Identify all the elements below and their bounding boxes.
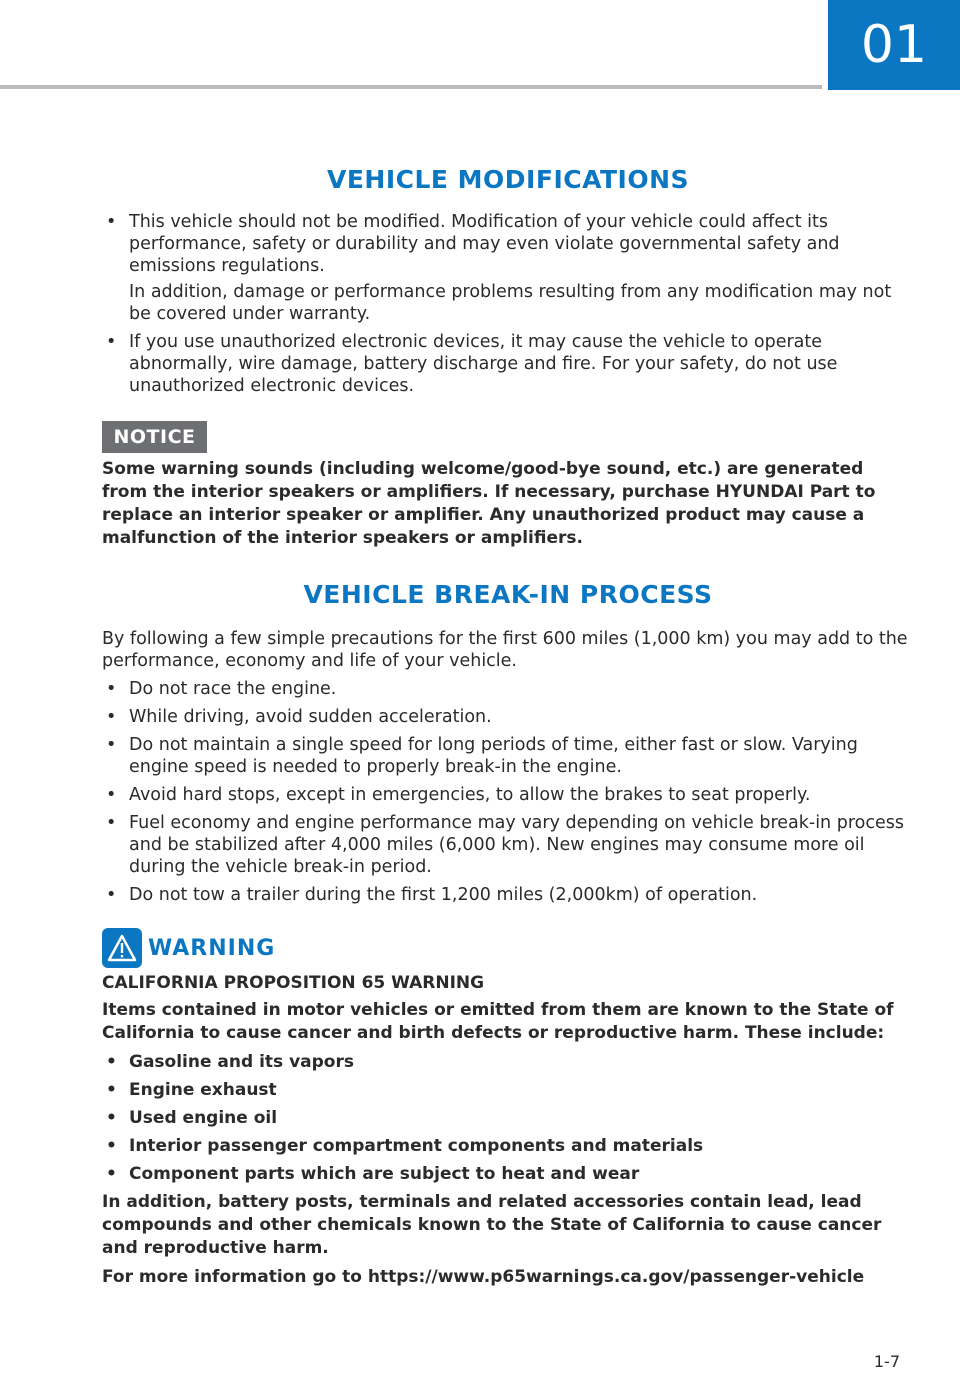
break-in-list	[102, 678, 914, 906]
break-in-block	[102, 628, 914, 912]
list-item: • Gasoline and its vapors	[102, 1051, 914, 1074]
modifications-block	[102, 211, 914, 403]
list-item: • Engine exhaust	[102, 1079, 914, 1102]
notice-text: Some warning sounds (including welcome/good-bye sound, etc.) are generated from the interior speakers or amplifiers. If necessary, purchase HYUNDAI Part to replace an interior speaker or amplifier. Any unauthorized product may cause a malfunction of the interior speakers or amplifiers.	[102, 459, 876, 548]
list-item: • Do not tow a trailer during the first 1,200 miles (2,000km) of operation.	[102, 884, 914, 906]
list-item: • Do not maintain a single speed for long periods of time, either fast or slow. Varying engine speed is needed to properly break-in the engine.	[102, 734, 914, 778]
list-item: • Avoid hard stops, except in emergencies, to allow the brakes to seat properly.	[102, 784, 914, 806]
notice-block	[102, 458, 914, 550]
section-title-vehicle-modifications: VEHICLE MODIFICATIONS	[326, 165, 690, 194]
modifications-list	[102, 211, 914, 397]
list-item	[102, 211, 914, 325]
warning-body	[102, 972, 914, 1289]
list-item-text: This vehicle should not be modified. Modification of your vehicle could affect its performance, safety or durability and may even violate governmental safety and emissions regulations.	[129, 212, 840, 276]
warning-triangle-icon	[102, 928, 142, 968]
list-item: • Used engine oil	[102, 1107, 914, 1130]
warning-more-info: For more information go to https://www.p65warnings.ca.gov/passenger-vehicle	[102, 1267, 865, 1287]
warning-header	[102, 928, 275, 968]
notice-badge: NOTICE	[102, 421, 207, 453]
list-item: • Do not race the engine.	[102, 678, 914, 700]
list-item	[102, 331, 914, 397]
page-number: 1-7	[873, 1352, 900, 1371]
warning-outro: In addition, battery posts, terminals and related accessories contain lead, lead compounds and other chemicals known to the State of California to cause cancer and reproductive harm.	[102, 1192, 882, 1258]
warning-heading: CALIFORNIA PROPOSITION 65 WARNING	[102, 973, 485, 993]
break-in-intro: By following a few simple precautions for the first 600 miles (1,000 km) you may add to the performance, economy and life of your vehicle.	[102, 629, 908, 671]
warning-label: WARNING	[148, 935, 276, 961]
list-item-continuation: In addition, damage or performance problems resulting from any modification may not be covered under warranty.	[129, 282, 892, 324]
warning-intro: Items contained in motor vehicles or emitted from them are known to the State of California to cause cancer and birth defects or reproductive harm. These include:	[102, 1000, 894, 1043]
chapter-tab: 01	[828, 0, 960, 90]
section-title-break-in: VEHICLE BREAK-IN PROCESS	[303, 580, 713, 609]
list-item-text: If you use unauthorized electronic devices, it may cause the vehicle to operate abnormally, wire damage, battery discharge and fire. For your safety, do not use unauthorized electronic devices.	[129, 332, 838, 396]
list-item: • Interior passenger compartment components and materials	[102, 1135, 914, 1158]
list-item: • Fuel economy and engine performance may vary depending on vehicle break-in process and be stabilized after 4,000 miles (6,000 km). New engines may consume more oil during the vehicle break-in period.	[102, 812, 914, 878]
warning-items	[102, 1051, 914, 1186]
list-item: • While driving, avoid sudden acceleration.	[102, 706, 914, 728]
list-item: • Component parts which are subject to heat and wear	[102, 1163, 914, 1186]
header-rule	[0, 85, 822, 89]
